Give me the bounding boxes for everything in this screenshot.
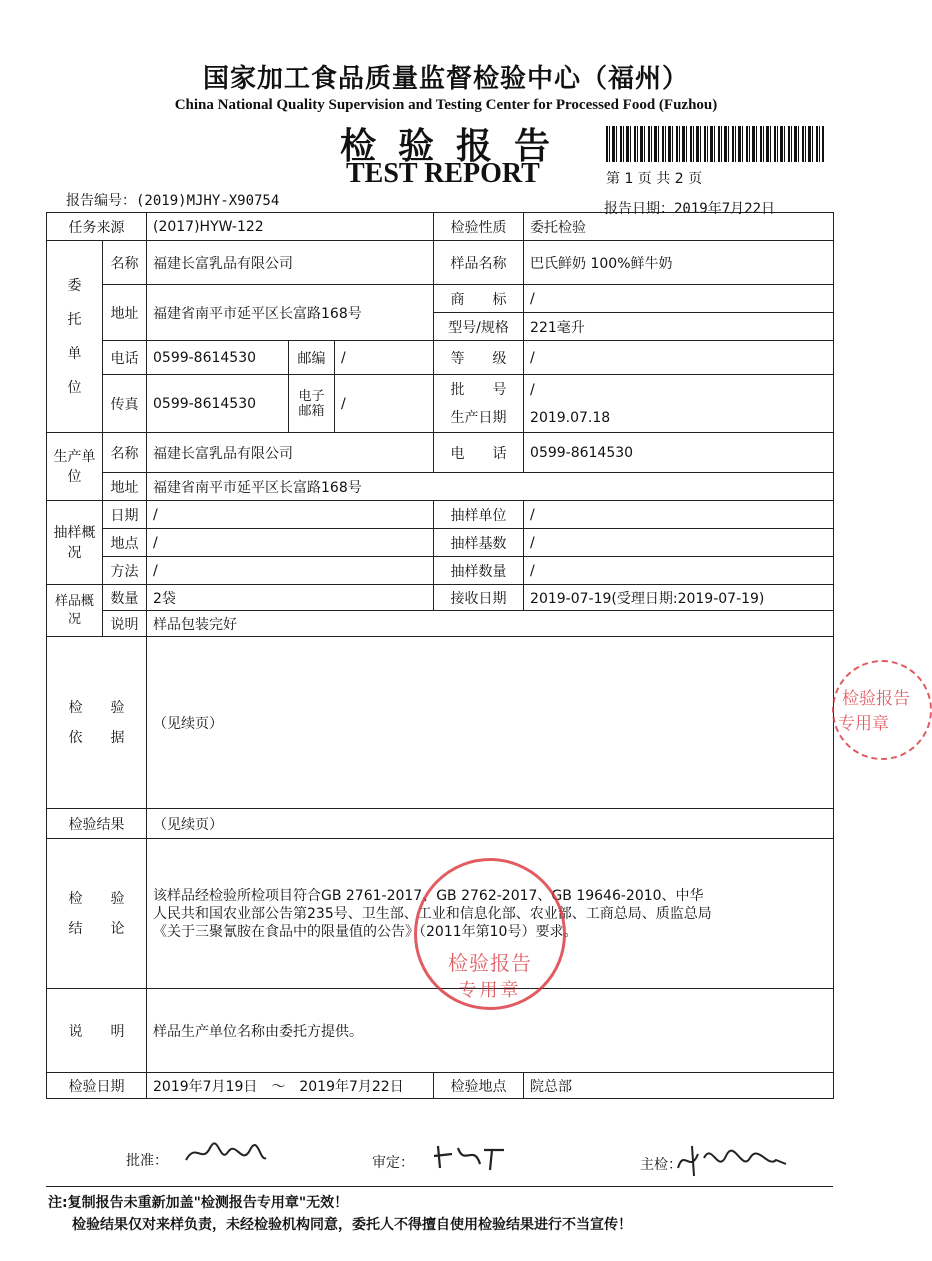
sample-name-value: 巴氏鲜奶 100%鲜牛奶 [524, 241, 834, 285]
sample-qty-label: 数量 [103, 585, 147, 611]
spec-label: 型号/规格 [434, 313, 524, 341]
client-tel-value: 0599-8614530 [147, 341, 289, 375]
task-source-value: (2017)HYW-122 [147, 213, 434, 241]
result-value: （见续页） [147, 809, 834, 839]
grade-value: / [524, 341, 834, 375]
center-title-en: China National Quality Supervision and Testing Center for Processed Food (Fuzhou) [174, 97, 718, 113]
report-title-cn: 检验报告 [340, 126, 573, 167]
inspector-label: 主检： [640, 1157, 682, 1173]
official-stamp [414, 858, 566, 1010]
producer-section-label: 生产单位 [47, 433, 103, 501]
approve-signature [180, 1134, 270, 1174]
batch-value: / [530, 381, 535, 398]
producer-tel-label: 电 话 [434, 433, 524, 473]
spec-value: 221毫升 [524, 313, 834, 341]
sampling-unit-value: / [524, 501, 834, 529]
sample-qty-value: 2袋 [147, 585, 434, 611]
result-label: 检验结果 [47, 809, 147, 839]
side-stamp-line2: 专用章 [838, 714, 889, 734]
client-name-value: 福建长富乳品有限公司 [147, 241, 434, 285]
post-value: / [335, 341, 434, 375]
client-section-label: 委 托 单 位 [47, 241, 103, 433]
center-title-cn: 国家加工食品质量监督检验中心（福州） [202, 64, 689, 94]
brand-label: 商 标 [434, 285, 524, 313]
sampling-date-value: / [147, 501, 434, 529]
sampling-base-label: 抽样基数 [434, 529, 524, 557]
basis-value: （见续页） [147, 637, 834, 809]
producer-name-label: 名称 [103, 433, 147, 473]
conclusion-label: 检 验 结 论 [47, 839, 147, 989]
batch-label: 批 号 [450, 381, 507, 398]
producer-addr-label: 地址 [103, 473, 147, 501]
report-number: 报告编号：(2019)MJHY-X90754 [66, 193, 280, 209]
review-signature [430, 1136, 510, 1176]
side-stamp-line1: 检验报告 [842, 689, 910, 709]
email-value: / [335, 375, 434, 433]
task-source-label: 任务来源 [47, 213, 147, 241]
inspection-date-value: 2019年7月19日 ～ 2019年7月22日 [147, 1073, 434, 1099]
remarks-value: 样品生产单位名称由委托方提供。 [147, 989, 834, 1073]
report-date: 报告日期：2019年7月22日 [604, 201, 776, 217]
sampling-qty-value: / [524, 557, 834, 585]
inspection-date-label: 检验日期 [47, 1073, 147, 1099]
inspection-place-value: 院总部 [524, 1073, 834, 1099]
sampling-base-value: / [524, 529, 834, 557]
brand-value: / [524, 285, 834, 313]
footer-divider [46, 1186, 833, 1187]
prod-date-value: 2019.07.18 [530, 409, 611, 426]
review-label: 审定： [372, 1155, 414, 1171]
batch-date-label-cell [434, 375, 524, 433]
inspector-signature [672, 1138, 792, 1182]
sampling-section-label: 抽样概况 [47, 501, 103, 585]
barcode [606, 126, 824, 162]
email-label: 电子邮箱 [289, 375, 335, 433]
approve-label: 批准： [126, 1153, 168, 1169]
batch-date-value-cell [524, 375, 834, 433]
remarks-label: 说 明 [47, 989, 147, 1073]
client-addr-label: 地址 [103, 285, 147, 341]
footer-note-2: 检验结果仅对来样负责，未经检验机构同意，委托人不得擅自使用检验结果进行不当宣传！ [72, 1217, 632, 1233]
client-name-label: 名称 [103, 241, 147, 285]
client-fax-value: 0599-8614530 [147, 375, 289, 433]
side-stamp [832, 660, 932, 760]
sampling-method-value: / [147, 557, 434, 585]
stamp-line2: 专用章 [458, 980, 522, 1001]
post-label: 邮编 [289, 341, 335, 375]
conclusion-text: 该样品经检验所检项目符合GB 2761-2017、GB 2762-2017、GB 19646-2010、中华人民共和国农业部公告第235号、卫生部、工业和信息化部、农业部、工商总局、质监总局《关于三聚氰胺在食品中的限量值的公告》（2011年第10号）要求。 [147, 839, 834, 989]
nature-label: 检验性质 [434, 213, 524, 241]
client-fax-label: 传真 [103, 375, 147, 433]
stamp-line1: 检验报告 [448, 951, 532, 975]
page-info: 第 1 页 共 2 页 [606, 171, 703, 187]
sample-name-label: 样品名称 [434, 241, 524, 285]
sampling-method-label: 方法 [103, 557, 147, 585]
sample-info-section-label: 样品概况 [47, 585, 103, 637]
sample-note-label: 说明 [103, 611, 147, 637]
sampling-place-value: / [147, 529, 434, 557]
receive-date-label: 接收日期 [434, 585, 524, 611]
inspection-place-label: 检验地点 [434, 1073, 524, 1099]
grade-label: 等 级 [434, 341, 524, 375]
sampling-place-label: 地点 [103, 529, 147, 557]
report-title-en: TEST REPORT [346, 158, 540, 189]
sampling-date-label: 日期 [103, 501, 147, 529]
basis-label: 检 验 依 据 [47, 637, 147, 809]
sampling-unit-label: 抽样单位 [434, 501, 524, 529]
prod-date-label: 生产日期 [450, 409, 507, 426]
sample-note-value: 样品包装完好 [147, 611, 834, 637]
producer-addr-value: 福建省南平市延平区长富路168号 [147, 473, 834, 501]
sampling-qty-label: 抽样数量 [434, 557, 524, 585]
receive-date-value: 2019-07-19(受理日期:2019-07-19) [524, 585, 834, 611]
producer-tel-value: 0599-8614530 [524, 433, 834, 473]
footer-note-1: 注:复制报告未重新加盖"检测报告专用章"无效！ [48, 1195, 349, 1211]
nature-value: 委托检验 [524, 213, 834, 241]
client-tel-label: 电话 [103, 341, 147, 375]
client-addr-value: 福建省南平市延平区长富路168号 [147, 285, 434, 341]
producer-name-value: 福建长富乳品有限公司 [147, 433, 434, 473]
